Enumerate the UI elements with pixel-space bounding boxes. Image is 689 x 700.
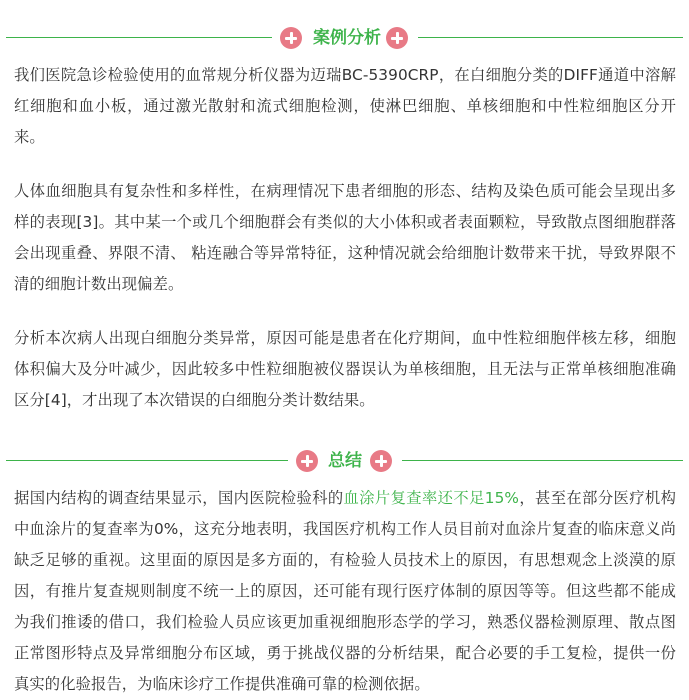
divider-line-left	[6, 37, 272, 38]
plus-circle-icon	[386, 27, 408, 49]
section-title: 案例分析	[313, 28, 381, 48]
section-title: 总结	[328, 451, 362, 471]
paragraph	[14, 483, 676, 700]
divider-line-right	[418, 37, 683, 38]
section-header-summary	[6, 446, 683, 476]
plus-circle-icon	[280, 27, 302, 49]
paragraph-text: ，甚至在部分医疗机构中血涂片的复查率为0%，这充分地表明，我国医疗机构工作人员目前对血涂片复查的临床意义尚缺乏足够的重视。这里面的原因是多方面的，有检验人员技术上的原因，有思想观念上淡漠的原因，有推片复查规则制度不统一上的原因，还可能有现行医疗体制的原因等等。但这些都不能成为我们推诿的借口，我们检验人员应该更加重视细胞形态学的学习，熟悉仪器检测原理、散点图正常图形特点及异常细胞分布区域，勇于挑战仪器的分析结果，配合必要的手工复检，提供一份真实的化验报告，为临床诊疗工作提供准确可靠的检测依据。	[14, 489, 676, 693]
plus-circle-icon	[370, 450, 392, 472]
plus-circle-icon	[296, 450, 318, 472]
divider-line-left	[6, 460, 288, 461]
paragraph: 人体血细胞具有复杂性和多样性，在病理情况下患者细胞的形态、结构及染色质可能会呈现出多样的表现[3]。其中某一个或几个细胞群会有类似的大小体积或者表面颗粒，导致散点图细胞群落会出现重叠、界限不清、 粘连融合等异常特征，这种情况就会给细胞计数带来干扰，导致界限不清的细胞计数出现偏差。	[14, 182, 676, 293]
paragraph: 我们医院急诊检验使用的血常规分析仪器为迈瑞BC-5390CRP，在白细胞分类的DIFF通道中溶解红细胞和血小板，通过激光散射和流式细胞检测，使淋巴细胞、单核细胞和中性粒细胞区分开来。	[14, 66, 676, 146]
divider-line-right	[402, 460, 683, 461]
paragraph: 分析本次病人出现白细胞分类异常，原因可能是患者在化疗期间，血中性粒细胞伴核左移，细胞体积偏大及分叶减少，因此较多中性粒细胞被仪器误认为单核细胞，且无法与正常单核细胞准确区分[4]，才出现了本次错误的白细胞分类计数结果。	[14, 329, 676, 409]
highlight-text: 血涂片复查率还不足15%	[343, 489, 520, 507]
section-header-case-analysis	[6, 23, 683, 53]
paragraph-text: 据国内结构的调查结果显示，国内医院检验科的	[14, 489, 344, 507]
